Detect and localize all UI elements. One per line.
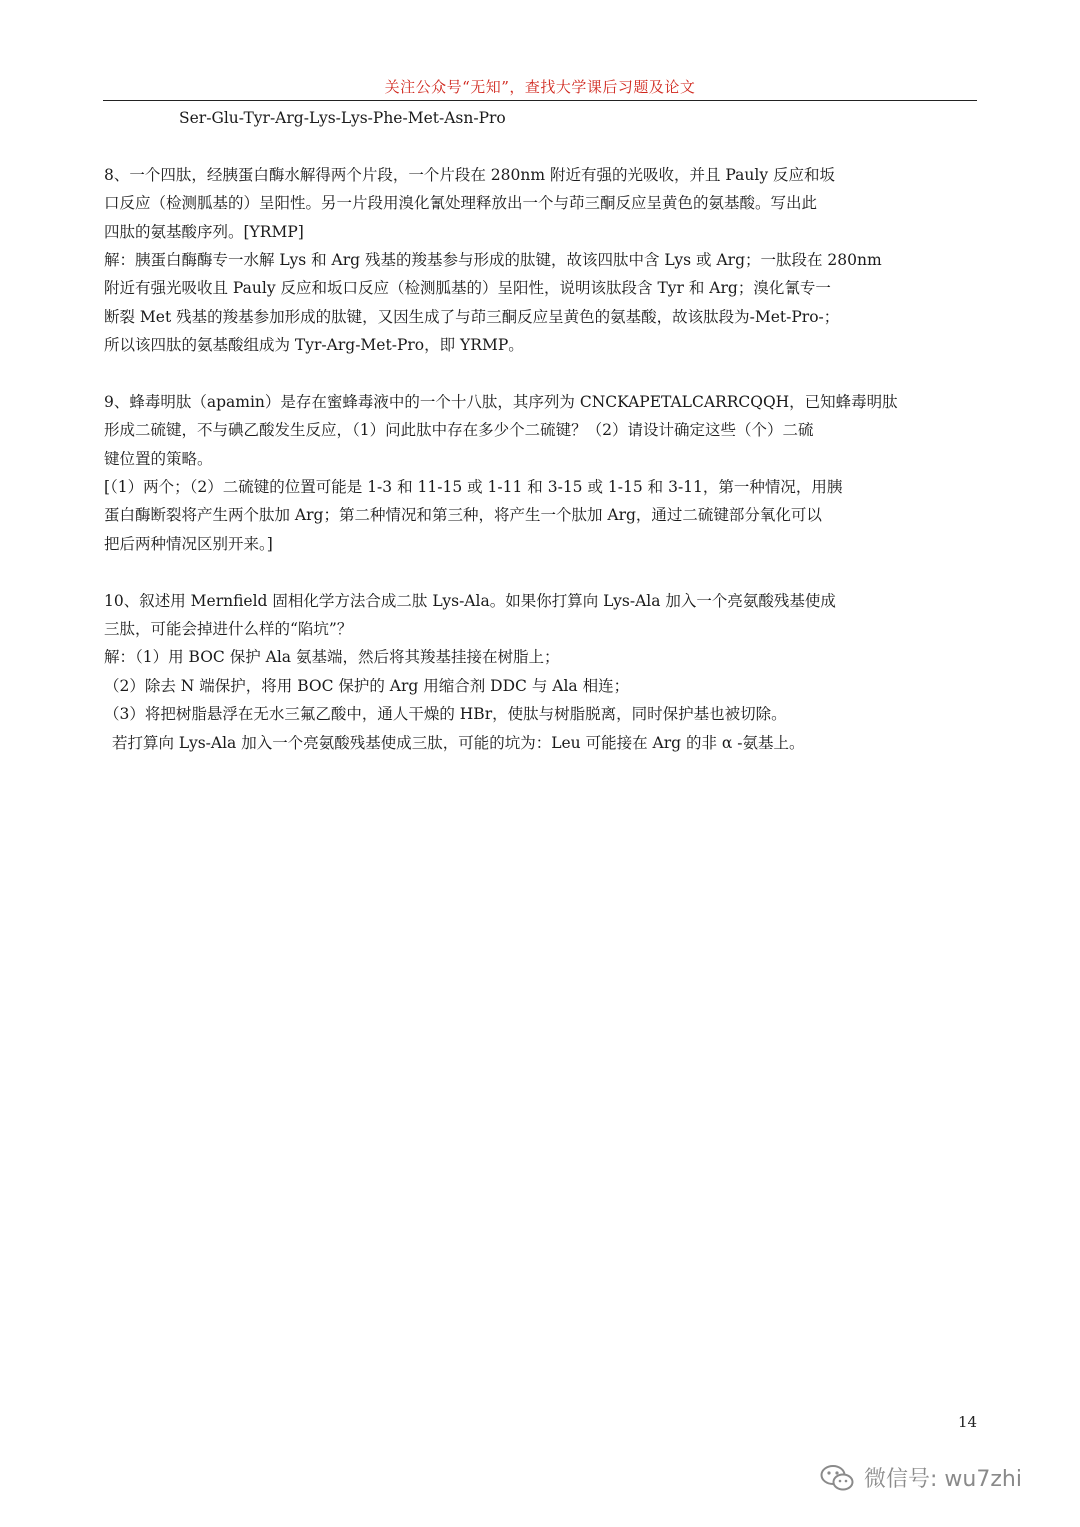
header-divider — [103, 100, 977, 101]
text-line: 键位置的策略。 — [104, 449, 213, 468]
text-line: 蛋白酶断裂将产生两个肽加 Arg；第二种情况和第三种，将产生一个肽加 Arg，通过二硫键部分氧化可以 — [104, 506, 822, 525]
page-number: 14 — [958, 1413, 978, 1431]
document-body — [104, 104, 976, 757]
text-line: 解：（1）用 BOC 保护 Ala 氨基端，然后将其羧基挂接在树脂上； — [104, 648, 560, 667]
sequence-line: Ser-Glu-Tyr-Arg-Lys-Lys-Phe-Met-Asn-Pro — [179, 109, 506, 127]
text-line: 断裂 Met 残基的羧基参加形成的肽键，又因生成了与茚三酮反应呈黄色的氨基酸，故该肽段为-Met-Pro-； — [104, 307, 840, 326]
paragraph-gap — [104, 558, 976, 586]
question-8 — [104, 161, 976, 360]
text-line: 9、蜂毒明肽（apamin）是存在蜜蜂毒液中的一个十八肽，其序列为 CNCKAPETALCARRCQQH，已知蜂毒明肽 — [104, 392, 898, 411]
text-line: [（1）两个；（2）二硫键的位置可能是 1-3 和 11-15 或 1-11 和 3-15 或 1-15 和 3-11，第一种情况，用胰 — [104, 478, 843, 497]
text-line: （2）除去 N 端保护，将用 BOC 保护的 Arg 用缩合剂 DDC 与 Ala 相连； — [104, 676, 630, 695]
text-line: 解：胰蛋白酶酶专一水解 Lys 和 Arg 残基的羧基参与形成的肽键，故该四肽中含 Lys 或 Arg；一肽段在 280nm — [104, 250, 882, 269]
page-header: 关注公众号“无知”，查找大学课后习题及论文 — [384, 78, 696, 96]
text-line: 三肽，可能会掉进什么样的“陷坑”？ — [104, 620, 353, 639]
question-10 — [104, 587, 976, 757]
paragraph-gap — [104, 360, 976, 388]
wechat-icon — [820, 1464, 854, 1492]
text-line: 10、叙述用 Mernfield 固相化学方法合成二肽 Lys-Ala。如果你打算向 Lys-Ala 加入一个亮氨酸残基使成 — [104, 591, 836, 610]
text-line: 口反应（检测胍基的）呈阳性。另一片段用溴化氰处理释放出一个与茚三酮反应呈黄色的氨基酸。写出此 — [104, 194, 818, 213]
paragraph-gap — [104, 132, 976, 160]
text-line: 若打算向 Lys-Ala 加入一个亮氨酸残基使成三肽，可能的坑为：Leu 可能接在 Arg 的非 α -氨基上。 — [112, 733, 805, 752]
text-line: （3）将把树脂悬浮在无水三氟乙酸中，通人干燥的 HBr，使肽与树脂脱离，同时保护基也被切除。 — [104, 705, 787, 724]
text-line: 把后两种情况区别开来。] — [104, 534, 273, 553]
question-9 — [104, 388, 976, 558]
text-line: 附近有强光吸收且 Pauly 反应和坂口反应（检测胍基的）呈阳性，说明该肽段含 Tyr 和 Arg；溴化氰专一 — [104, 279, 831, 298]
watermark-text: 微信号: wu7zhi — [864, 1467, 1022, 1492]
text-line: 所以该四肽的氨基酸组成为 Tyr-Arg-Met-Pro，即 YRMP。 — [104, 336, 524, 355]
watermark — [820, 1462, 1022, 1493]
text-line: 形成二硫键，不与碘乙酸发生反应，（1）问此肽中存在多少个二硫键？（2）请设计确定这些（个）二硫 — [104, 421, 814, 440]
text-line: 8、一个四肽，经胰蛋白酶水解得两个片段，一个片段在 280nm 附近有强的光吸收，并且 Pauly 反应和坂 — [104, 165, 836, 184]
text-line: 四肽的氨基酸序列。[YRMP] — [104, 222, 304, 241]
